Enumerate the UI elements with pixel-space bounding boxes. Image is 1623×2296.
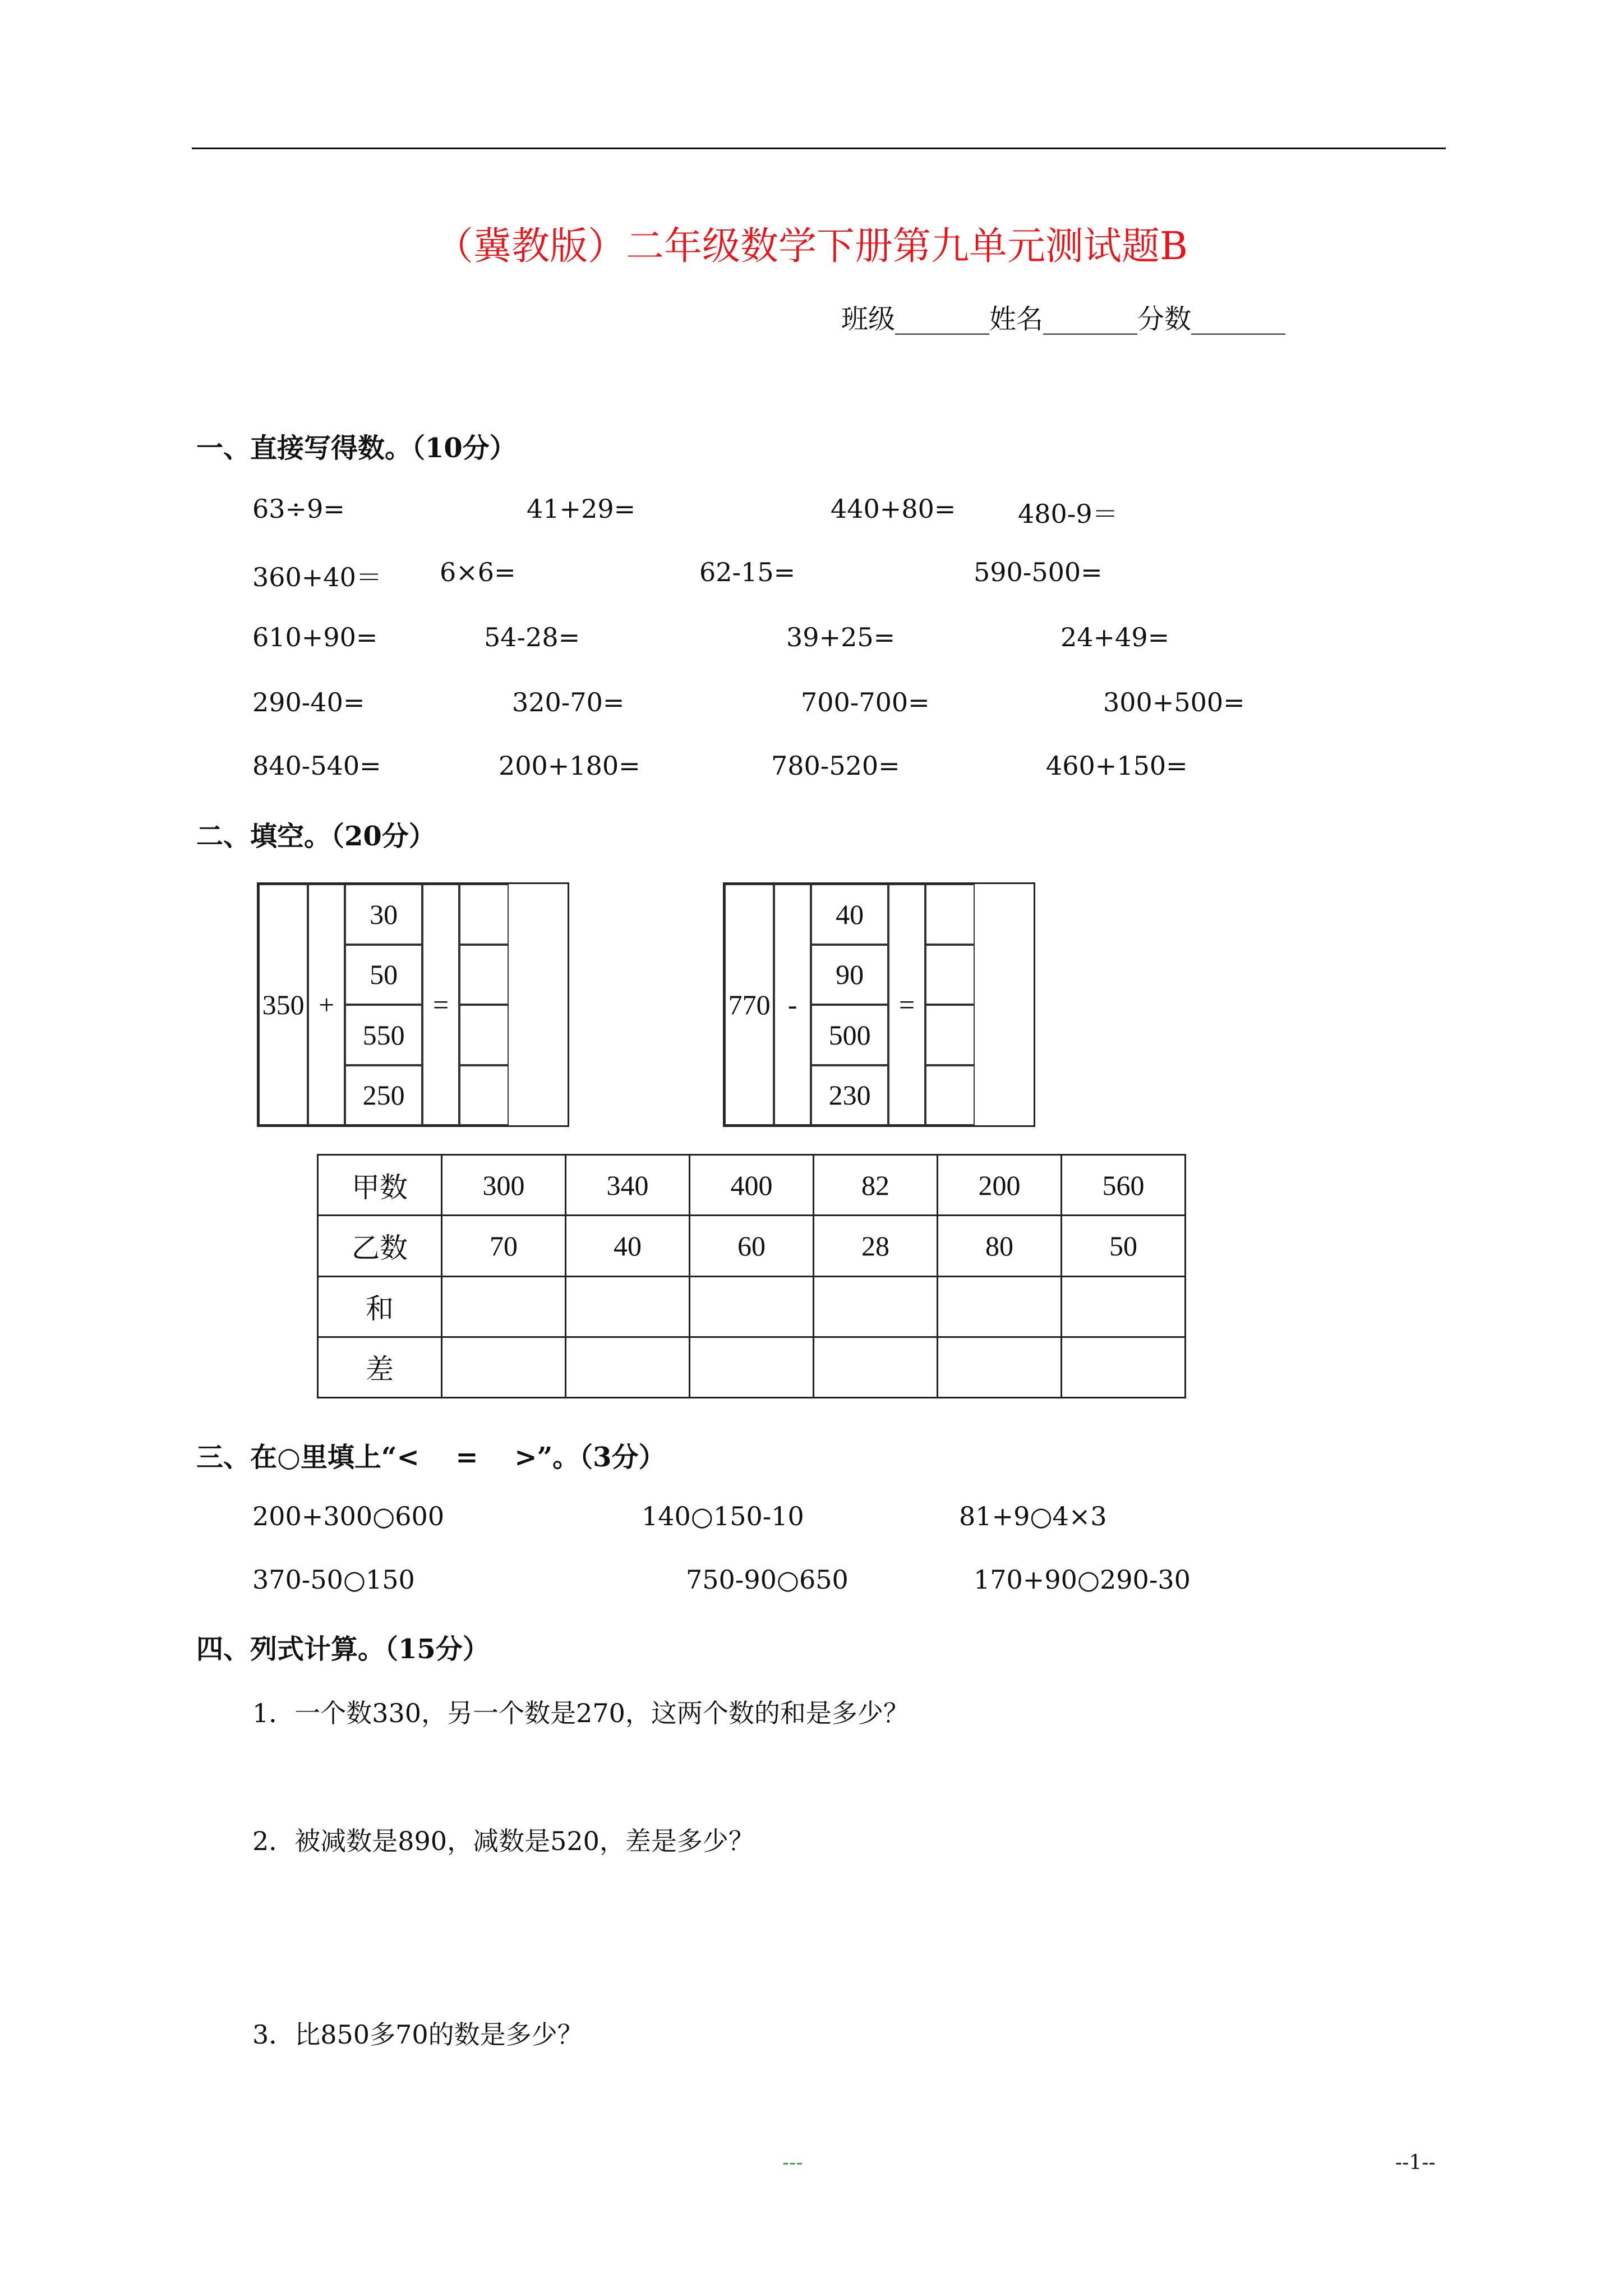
score-blank[interactable]: _______ <box>1191 303 1286 335</box>
arithmetic-problem: 54-28= <box>484 622 580 652</box>
row-header: 和 <box>318 1276 442 1337</box>
section-2-header: 二、填空。（20分） <box>196 821 436 852</box>
table-row <box>318 1276 1186 1337</box>
addend-cell: 30 <box>345 884 422 945</box>
arithmetic-problem: 610+90= <box>252 622 378 652</box>
arithmetic-problem: 300+500= <box>1103 687 1245 717</box>
value-cell: 82 <box>814 1155 938 1216</box>
answer-cell[interactable] <box>925 945 975 1005</box>
arithmetic-problem: 63÷9= <box>252 494 345 524</box>
value-cell: 340 <box>566 1155 690 1216</box>
value-cell: 40 <box>566 1216 690 1276</box>
operand: 770 <box>725 884 774 1125</box>
arithmetic-problem: 290-40= <box>252 687 365 717</box>
value-cell: 80 <box>938 1216 1062 1276</box>
arithmetic-problem: 700-700= <box>801 687 930 717</box>
arithmetic-problem: 320-70= <box>512 687 625 717</box>
page-title: （冀教版）二年级数学下册第九单元测试题B <box>435 224 1188 269</box>
answer-cell[interactable] <box>938 1337 1062 1397</box>
arithmetic-problem: 840-540= <box>252 751 381 781</box>
table-row <box>318 1216 1186 1276</box>
table-row <box>318 1337 1186 1397</box>
answer-cell[interactable] <box>925 1005 975 1065</box>
answer-cell[interactable] <box>459 945 509 1005</box>
arithmetic-problem: 590-500= <box>974 557 1103 587</box>
answer-cell[interactable] <box>938 1276 1062 1337</box>
addition-box <box>257 882 569 1127</box>
value-cell: 560 <box>1062 1155 1186 1216</box>
section-4-header: 四、列式计算。（15分） <box>196 1634 490 1665</box>
question-2: 2．被减数是890，减数是520，差是多少？ <box>252 1826 754 1856</box>
value-cell: 28 <box>814 1216 938 1276</box>
subtraction-box <box>723 882 1035 1127</box>
comparison-problem: 750-90○650 <box>686 1565 849 1595</box>
answer-cell[interactable] <box>925 1065 975 1126</box>
arithmetic-problem: 24+49= <box>1061 622 1170 652</box>
addend-cell: 90 <box>811 945 888 1005</box>
arithmetic-problem: 62-15= <box>699 557 796 587</box>
arithmetic-problem: 360+40＝ <box>252 562 382 592</box>
arithmetic-problem: 6×6= <box>440 557 516 587</box>
addend-cell: 550 <box>345 1005 422 1065</box>
addend-cell: 40 <box>811 884 888 945</box>
name-label: 姓名 <box>989 303 1044 335</box>
value-cell: 200 <box>938 1155 1062 1216</box>
operand: 350 <box>259 884 308 1125</box>
answer-cell[interactable] <box>566 1276 690 1337</box>
arithmetic-problem: 41+29= <box>527 494 636 524</box>
answer-cell[interactable] <box>690 1276 814 1337</box>
answer-cell[interactable] <box>1062 1337 1186 1397</box>
operator: + <box>308 884 345 1125</box>
comparison-problem: 370-50○150 <box>252 1565 415 1595</box>
operator: - <box>774 884 811 1125</box>
header-rule <box>192 148 1446 149</box>
arithmetic-problem: 39+25= <box>786 622 896 652</box>
arithmetic-problem: 440+80= <box>831 494 956 524</box>
student-info <box>841 297 1285 336</box>
answer-cell[interactable] <box>566 1337 690 1397</box>
value-cell: 60 <box>690 1216 814 1276</box>
class-label: 班级 <box>841 303 896 335</box>
equals-sign: = <box>422 884 459 1125</box>
page-number: --1-- <box>1395 2151 1436 2174</box>
comparison-problem: 170+90○290-30 <box>974 1565 1191 1595</box>
score-label: 分数 <box>1137 303 1192 335</box>
row-header: 乙数 <box>318 1216 442 1276</box>
arithmetic-problem: 460+150= <box>1046 751 1188 781</box>
row-header: 甲数 <box>318 1155 442 1216</box>
comparison-problem: 81+9○4×3 <box>959 1501 1107 1531</box>
addend-cell: 500 <box>811 1005 888 1065</box>
class-blank[interactable]: _______ <box>895 303 990 335</box>
value-cell: 50 <box>1062 1216 1186 1276</box>
value-cell: 70 <box>442 1216 566 1276</box>
answer-cell[interactable] <box>459 1005 509 1065</box>
footer-center: --- <box>782 2151 803 2174</box>
equals-sign: = <box>888 884 925 1125</box>
comparison-problem: 200+300○600 <box>252 1501 445 1531</box>
answer-cell[interactable] <box>1062 1276 1186 1337</box>
name-blank[interactable]: _______ <box>1043 303 1138 335</box>
answer-cell[interactable] <box>459 884 509 945</box>
comparison-problem: 140○150-10 <box>642 1501 804 1531</box>
addend-cell: 50 <box>345 945 422 1005</box>
answer-cell[interactable] <box>442 1337 566 1397</box>
answer-cell[interactable] <box>814 1337 938 1397</box>
section-1-header: 一、直接写得数。（10分） <box>196 432 517 464</box>
answer-cell[interactable] <box>459 1065 509 1126</box>
arithmetic-problem: 480-9＝ <box>1018 499 1118 529</box>
sum-difference-table <box>317 1154 1186 1398</box>
addend-cell: 230 <box>811 1065 888 1126</box>
table-row <box>318 1155 1186 1216</box>
answer-cell[interactable] <box>442 1276 566 1337</box>
value-cell: 400 <box>690 1155 814 1216</box>
arithmetic-problem: 780-520= <box>771 751 900 781</box>
answer-cell[interactable] <box>690 1337 814 1397</box>
question-1: 1．一个数330，另一个数是270，这两个数的和是多少？ <box>252 1698 909 1728</box>
row-header: 差 <box>318 1337 442 1397</box>
answer-cell[interactable] <box>814 1276 938 1337</box>
arithmetic-problem: 200+180= <box>499 751 640 781</box>
section-3-header: 三、在○里填上“< = >”。（3分） <box>196 1442 666 1473</box>
answer-cell[interactable] <box>925 884 975 945</box>
question-3: 3．比850多70的数是多少？ <box>252 2019 583 2050</box>
addend-cell: 250 <box>345 1065 422 1126</box>
value-cell: 300 <box>442 1155 566 1216</box>
